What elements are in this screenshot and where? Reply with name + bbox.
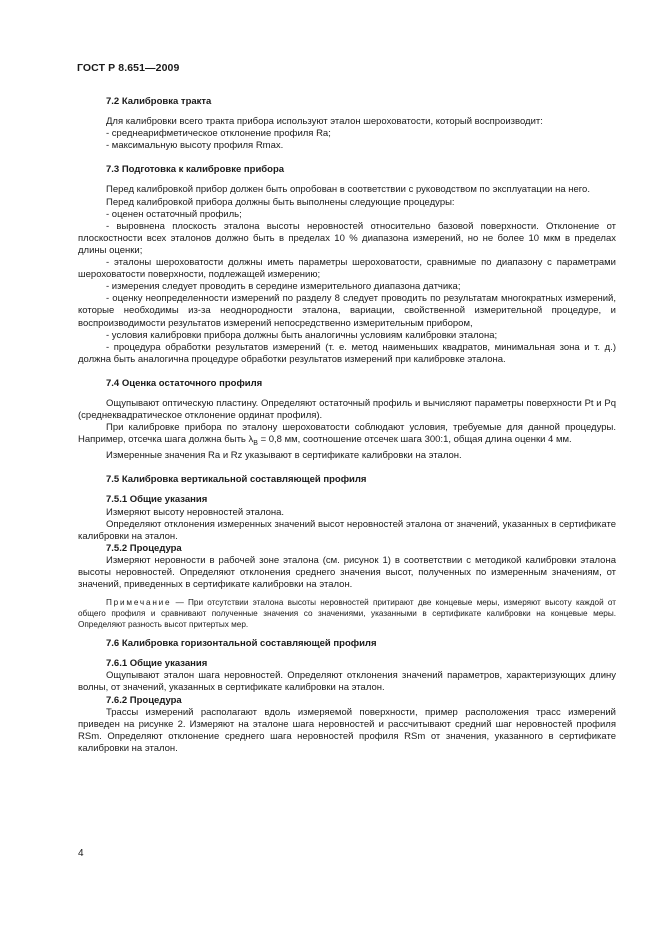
- section-7-2-title: 7.2 Калибровка тракта: [106, 96, 212, 107]
- subsection-7-6-2-title: 7.6.2 Процедура: [106, 694, 182, 706]
- note-text: — При отсутствии эталона высоты неровностей притирают две концевые меры, измеряют высоту каждой от общего профиля и сравнивают полученные значения со значениями, указанными в сертификате калибровки на концевые меры. Определяют разность высот притертых мер.: [78, 598, 616, 630]
- paragraph: Измеряют неровности в рабочей зоне эталона (см. рисунок 1) в соответствии с методикой калибровки эталона высоты неровностей. Определяют отклонения среднего значения высот, полученных по измеренным значениям, от значений, приведенных в сертификате калибровки на эталон.: [78, 554, 616, 591]
- section-7-6-title: 7.6 Калибровка горизонтальной составляющей профиля: [106, 638, 377, 650]
- section-7-5-title: 7.5 Калибровка вертикальной составляющей профиля: [106, 474, 367, 486]
- paragraph: Определяют отклонения измеренных значений высот неровностей эталона от значений, указанных в сертификате калибровки на эталон.: [78, 518, 616, 542]
- paragraph: Трассы измерений располагают вдоль измеряемой поверхности, пример расположения трасс измерений приведен на рисунке 2. Измеряют на эталоне шага неровностей и рассчитывают средний шаг неровностей профиля RSm. Определяют отклонение среднего шага неровностей профиля RSm от значения, указанного в сертификате калибровки на эталон.: [78, 706, 616, 754]
- list-item: - выровнена плоскость эталона высоты неровностей относительно базовой поверхности. Отклонение от плоскостности всех эталонов должно быть в пределах 10 % диапазона измерений, но не более 10 мкм в пределах длины оценки;: [78, 220, 616, 256]
- section-7-3-title: 7.3 Подготовка к калибровке прибора: [106, 164, 285, 176]
- paragraph: Для калибровки всего тракта прибора используют эталон шероховатости, который воспроизводит:: [106, 116, 543, 128]
- subsection-7-6-1-title: 7.6.1 Общие указания: [106, 658, 208, 670]
- list-item: - оценен остаточный профиль;: [106, 208, 242, 220]
- list-item: - среднеарифметическое отклонение профиля Ra;: [106, 128, 331, 140]
- paragraph: Измеряют высоту неровностей эталона.: [106, 506, 285, 518]
- list-item: - оценку неопределенности измерений по разделу 8 следует проводить по результатам многократных измерений, которые необходимы из-за неоднородности эталона, вариации, свойственной измерительной процедуре, и воспроизводимости результатов измерений непосредственно измерительным прибором,: [78, 293, 616, 329]
- subsection-7-5-1-title: 7.5.1 Общие указания: [106, 494, 208, 506]
- paragraph: Перед калибровкой прибора должны быть выполнены следующие процедуры:: [106, 196, 455, 208]
- paragraph: Ощупывают оптическую пластину. Определяют остаточный профиль и вычисляют параметры поверхности Pt и Pq (среднеквадратическое отклонение ординат профиля).: [78, 397, 616, 422]
- list-item: - измерения следует проводить в середине измерительного диапазона датчика;: [106, 281, 461, 293]
- document-body: [78, 90, 616, 755]
- text-fragment: = 0,8 мм, соотношение отсечек шага 300:1, общая длина оценки 4 мм.: [257, 434, 572, 446]
- subscript: B: [253, 440, 258, 448]
- page-header: ГОСТ Р 8.651—2009: [77, 62, 180, 74]
- paragraph: [78, 422, 616, 450]
- list-item: - эталоны шероховатости должны иметь параметры шероховатости, сравнимые по диапазону с параметрами шероховатости поверхности, подлежащей измерению;: [78, 257, 616, 281]
- paragraph: Измеренные значения Ra и Rz указывают в сертификате калибровки на эталон.: [106, 450, 462, 462]
- list-item: - условия калибровки прибора должны быть аналогичны условиям калибровки эталона;: [106, 329, 498, 341]
- subsection-7-5-2-title: 7.5.2 Процедура: [106, 542, 182, 554]
- paragraph: Перед калибровкой прибор должен быть опробован в соответствии с руководством по эксплуатации на него.: [106, 184, 590, 196]
- list-item: - процедура обработки результатов измерений (т. е. метод наименьших квадратов, минимальная зона и т. д.) должна быть аналогична процедуре обработки результатов измерений при калибровке эталона.: [78, 341, 616, 365]
- paragraph: Ощупывают эталон шага неровностей. Определяют отклонения значений параметров, характеризующих длину волны, от значений, указанных в сертификате калибровки на эталон.: [78, 670, 616, 694]
- text-fragment: При калибровке прибора по эталону шероховатости соблюдают условия, требуемые для данной процедуры. Например, отсечка шага должна быть λ: [78, 422, 616, 446]
- note-label: Примечание: [106, 598, 172, 608]
- list-item: - максимальную высоту профиля Rmax.: [106, 140, 284, 152]
- note: [78, 597, 616, 630]
- page-number: 4: [78, 848, 84, 859]
- section-7-4-title: 7.4 Оценка остаточного профиля: [106, 377, 263, 389]
